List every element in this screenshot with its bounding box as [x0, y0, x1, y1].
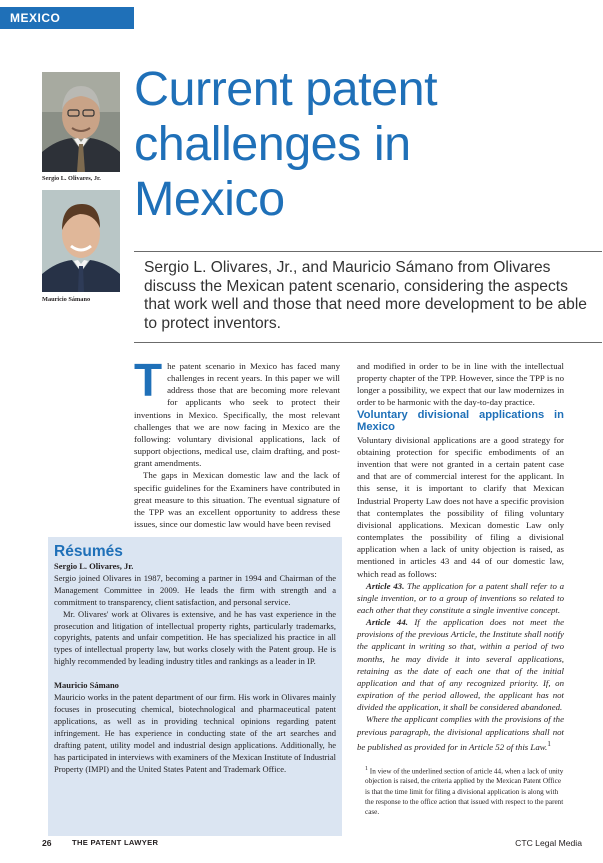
- resumes-content: [54, 539, 336, 775]
- body-paragraph: The patent scenario in Mexico has faced many challenges in recent years. In this paper we will address those that are becoming more relevant for applicants who seek to protect their inventions in Mexico. Specifically, the most relevant challenges that we are now facing in Mexico are the following: voluntary divisional applications, lack of support objections, medical use, claim drafting, and post-grant amendments.: [134, 354, 340, 469]
- section-subheading: Voluntary divisional applications in Mexico: [357, 408, 564, 434]
- page-number: 26: [42, 838, 52, 848]
- resume-paragraph: Mr. Olivares' work at Olivares is extensive, and he has vast experience in the prosecution and litigation of intellectual property rights, particularly trademarks, copyrights, patents and unfair competition. He has specialized his practice in all types of intellectual property law, but works closely with the Patent group. He is highly recommended by leading industry titles and rankings as a leader in IP.: [54, 608, 336, 667]
- section-tag: MEXICO: [0, 7, 134, 29]
- author-photo-samano: [42, 190, 120, 292]
- body-paragraph: The gaps in Mexican domestic law and the lack of specific guidelines for the Examiners have contributed in great measure to this situation. The eventual signature of the TPP was an excellent opportunity to address these issues, since our domestic law would have been revised: [134, 470, 340, 530]
- resume-name-samano: Mauricio Sámano: [54, 680, 119, 691]
- article-43-quote: Article 43. The application for a patent shall refer to a single invention, or to a group of inventions so related to each other that they constitute a single inventive concept.: [357, 580, 564, 615]
- body-column-left: [134, 354, 340, 530]
- resumes-heading: Résumés: [54, 543, 123, 560]
- resume-paragraph: Sergio joined Olivares in 1987, becoming a partner in 1994 and Chairman of the Management Committee in 2009. He leads the firm with strength and a commitment to transparency, client satisfaction, and personal service.: [54, 572, 336, 607]
- body-column-right: [357, 360, 564, 817]
- body-paragraph: Voluntary divisional applications are a good strategy for obtaining protection for specific embodiments of an invention that were not granted in a certain patent case and that are of commercial interest for the applicant. In this sense, it is important to clarify that Mexican Industrial Property Law does not have a specific provision that contemplates the possibility of filing voluntary divisional applications. Mexican domestic Law only contemplates the possibility of filing a divisional application when a lack of unity objection is raised, as mentioned in articles 43 and 44 of our domestic law, which read as follows:: [357, 434, 564, 579]
- article-44-quote: Article 44. If the application does not meet the provisions of the previous Article, the Institute shall notify the applicant in writing so that, within a period of two months, he may divide it into several applications, retaining as the date of each one that of the initial application and that of any recognized priority. If, on expiration of the period allowed, the applicant has not divided the application, it shall be considered abandoned.: [357, 617, 565, 713]
- article-44-continued: Where the applicant complies with the provisions of the previous paragraph, the divisional applications shall not be published as provided for in Article 52 of this Law.$^1$: [357, 714, 564, 752]
- photo-caption-olivares: Sergio L. Olivares, Jr.: [42, 175, 101, 182]
- resume-paragraph: Mauricio works in the patent department of our firm. His work in Olivares mainly focuses in prosecuting chemical, biotechnological and pharmaceutical patent applications, as well as in providing technical opinions regarding patent infringement. He has experience in conducting state of the art searches and drafting patent, utility model and industrial design applications. Additionally, he has participated in interviews with examiners of the Mexican Institute of Industrial Property (IMPI) and the United States Patent and Trademark Office.: [54, 692, 336, 774]
- body-paragraph: and modified in order to be in line with the intellectual property chapter of the TPP. However, since the TPP is no longer a possibility, we expect that our law modernizes in order to be harmonic with the day-to-day practice.: [357, 361, 564, 408]
- photo-caption-samano: Mauricio Sámano: [42, 296, 91, 303]
- article-title: Current patent challenges in Mexico: [134, 62, 438, 226]
- standfirst-text: Sergio L. Olivares, Jr., and Mauricio Sámano from Olivares discuss the Mexican patent scenario, considering the aspects that work well and those that need more development to be able to protect inventors.: [144, 259, 587, 333]
- resume-name-olivares: Sergio L. Olivares, Jr.: [54, 561, 134, 571]
- standfirst: [134, 251, 602, 343]
- author-photo-olivares: [42, 72, 120, 172]
- footnote: $^1$ In view of the underlined section of article 44, when a lack of unity objection is raised, the criteria applied by the Mexican Patent Office is that the time limit for filing a divisional application is along with the response to the office action that issued with respect to the parent case.: [365, 765, 564, 817]
- publisher-name: CTC Legal Media: [515, 838, 582, 848]
- page-footer: [42, 838, 582, 852]
- magazine-name: THE PATENT LAWYER: [72, 838, 159, 847]
- drop-cap: T: [134, 354, 163, 406]
